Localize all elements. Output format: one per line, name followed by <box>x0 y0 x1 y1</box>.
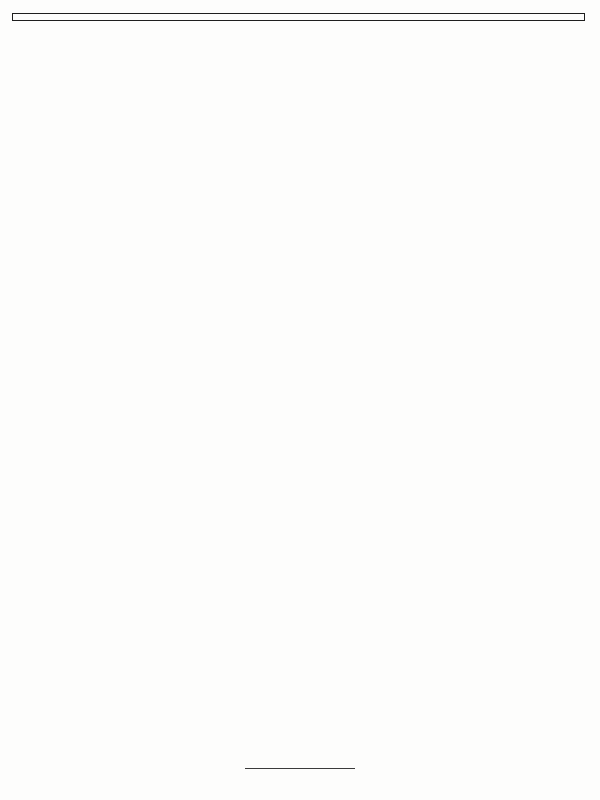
footer-rule <box>245 768 355 769</box>
diagram <box>0 13 600 21</box>
diagram-header-box <box>12 13 585 21</box>
page-footer <box>0 766 600 769</box>
page-title <box>0 0 600 9</box>
